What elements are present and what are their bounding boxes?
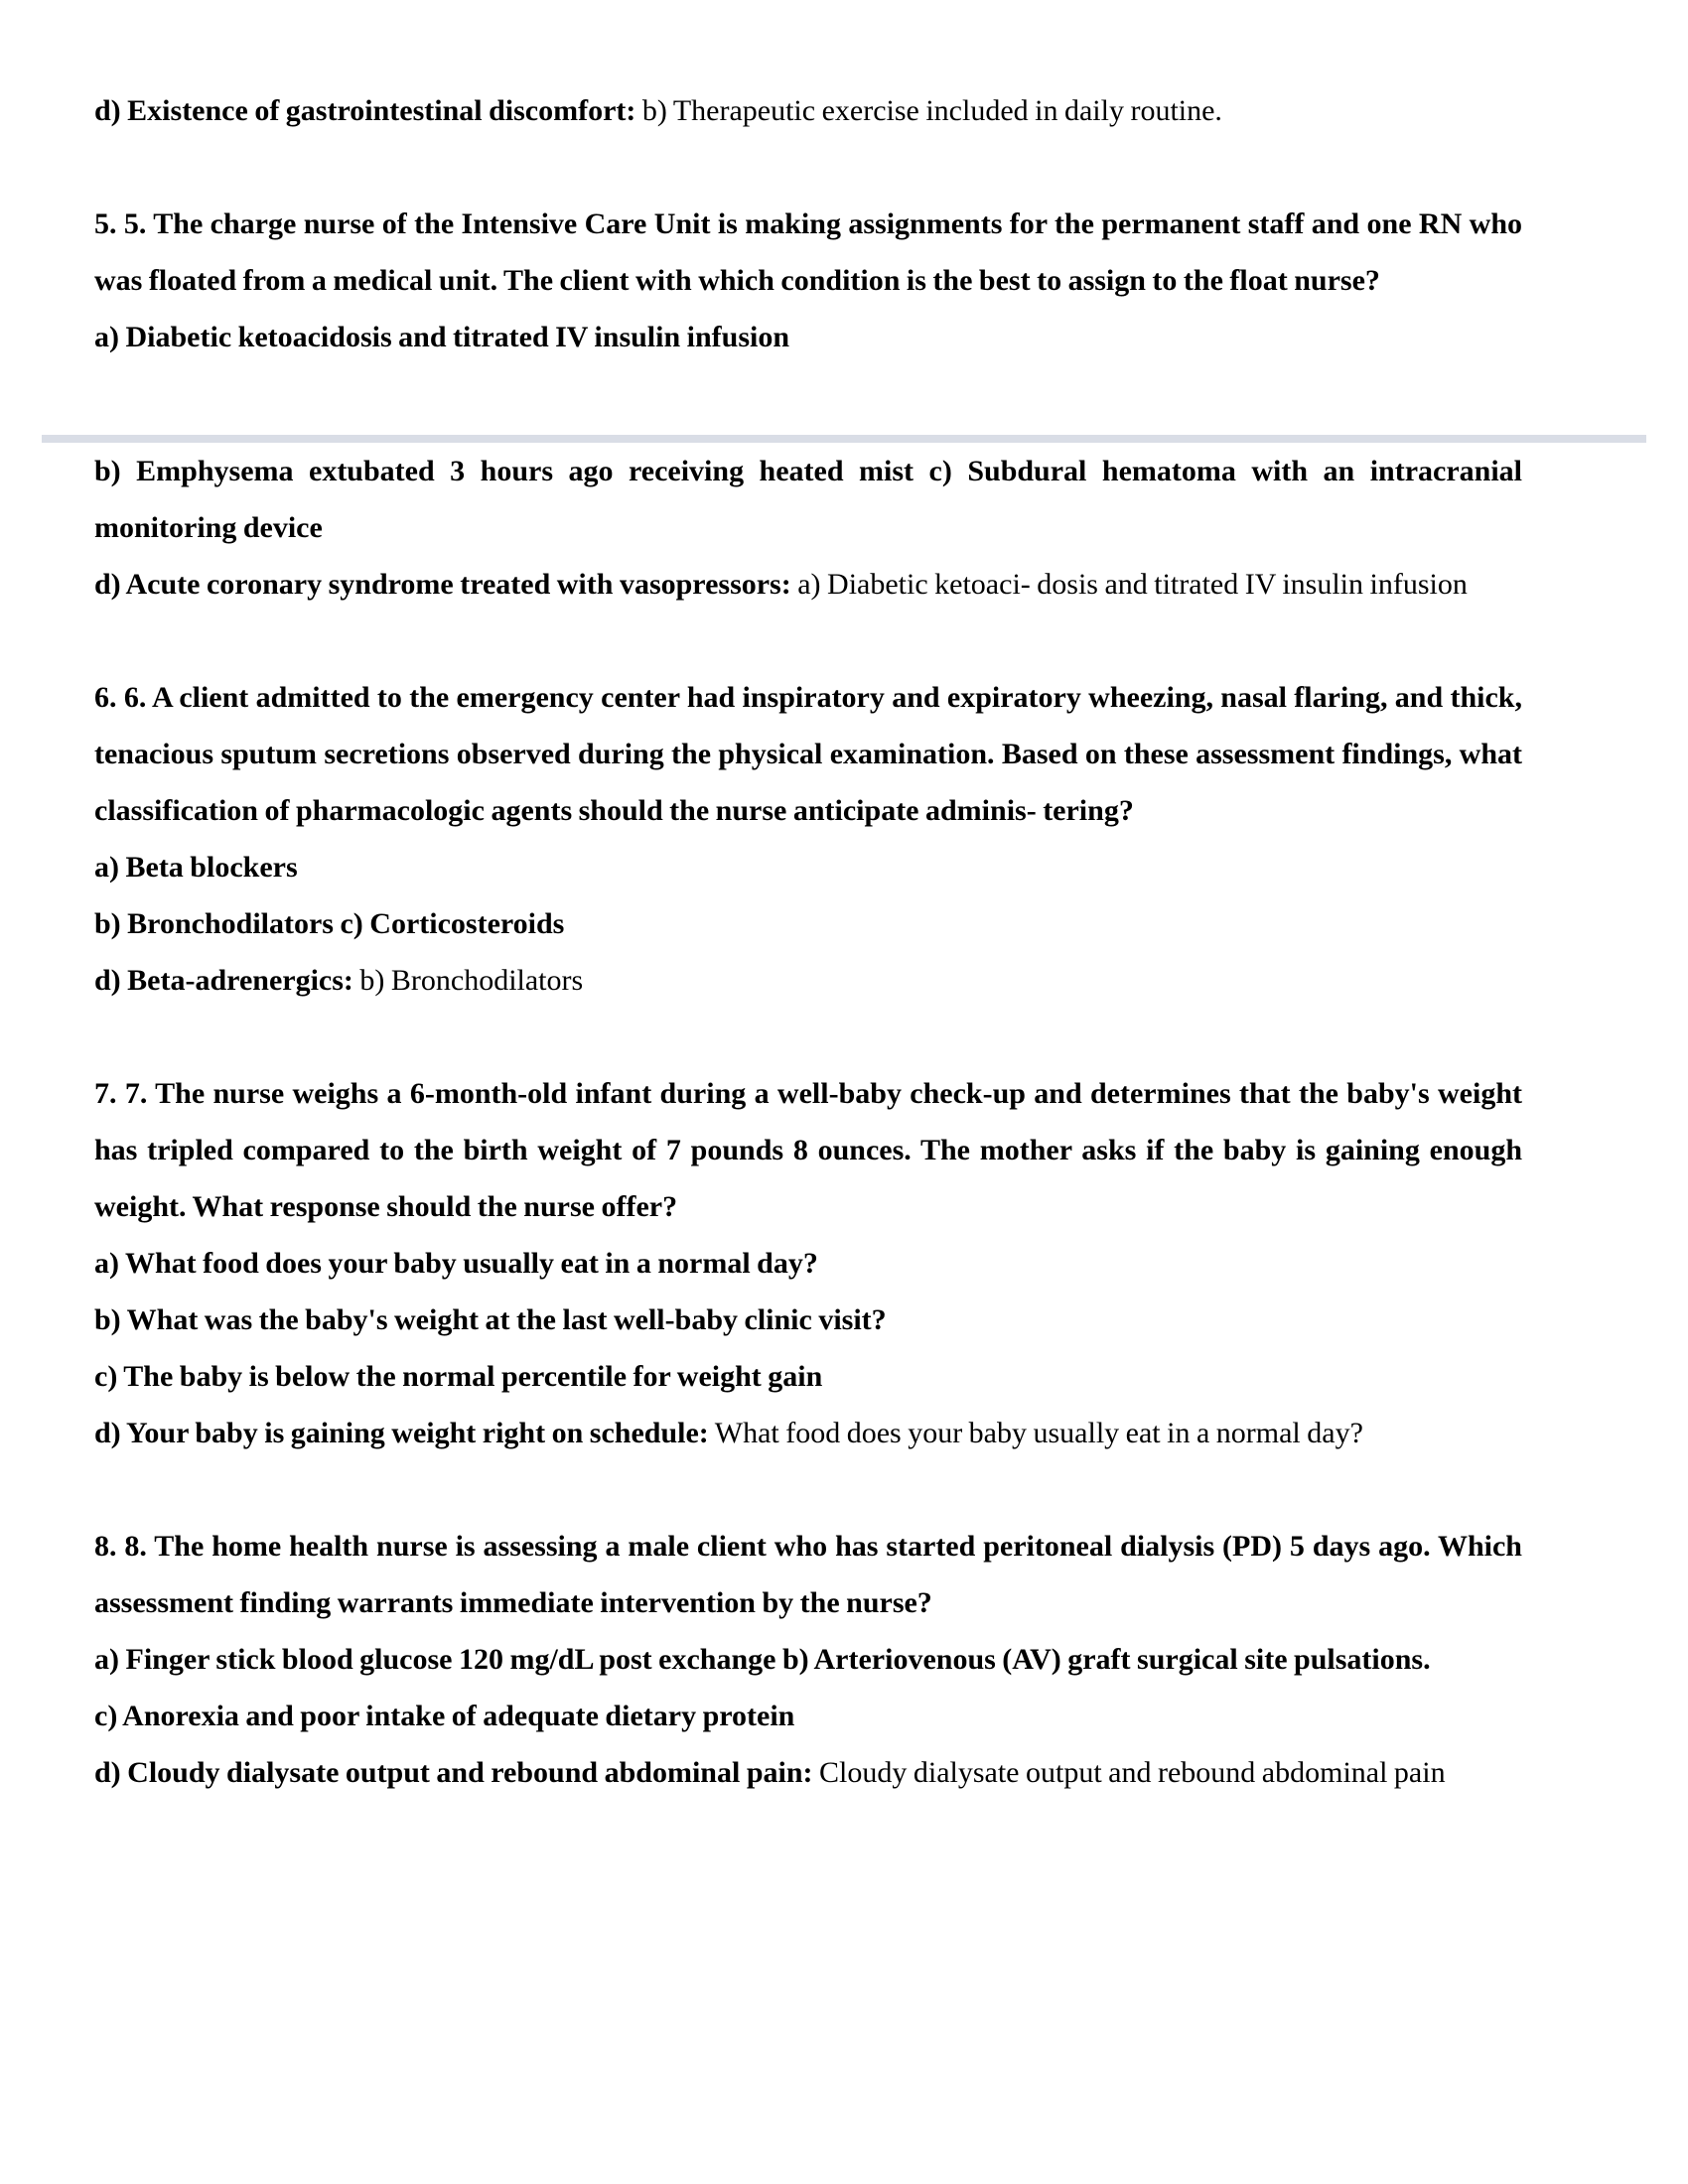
question-6-option-a <box>94 839 1522 895</box>
question-7-option-a-bold: a) What food does your baby usually eat in a normal day? <box>94 1247 818 1280</box>
question-8-block <box>94 1518 1522 1801</box>
question-8-option-a-bold: a) Finger stick blood glucose 120 mg/dL post exchange b) Arteriovenous (AV) graft surgical site pulsations. <box>94 1643 1431 1676</box>
question-6-option-d-answer: b) Bronchodilators <box>359 964 584 997</box>
question-5-option-d-bold: d) Acute coronary syndrome treated with vasopressors: <box>94 568 791 601</box>
question-8-stem: 8. 8. The home health nurse is assessing a male client who has started peritoneal dialysis (PD) 5 days ago. Which assessment finding warrants immediate intervention by the nurse? <box>94 1530 1522 1619</box>
page-break-divider <box>42 435 1646 443</box>
question-8-option-d <box>94 1744 1522 1801</box>
question-5-option-d <box>94 556 1522 613</box>
question-6-option-a-bold: a) Beta blockers <box>94 851 298 884</box>
question-7-option-c-bold: c) The baby is below the normal percentile for weight gain <box>94 1360 823 1393</box>
question-5-stem: 5. 5. The charge nurse of the Intensive Care Unit is making assignments for the permanent staff and one RN who was floated from a medical unit. The client with which condition is the best to assign to the float nurse? <box>94 207 1522 297</box>
question-8-option-d-answer: Cloudy dialysate output and rebound abdominal pain <box>819 1756 1446 1789</box>
continuation-answer-regular: b) Therapeutic exercise included in daily routine. <box>641 94 1222 127</box>
question-8-option-a <box>94 1631 1522 1688</box>
question-6-block <box>94 669 1522 1009</box>
question-7-option-c <box>94 1348 1522 1405</box>
question-6-option-d <box>94 952 1522 1009</box>
question-6-option-b-bold: b) Bronchodilators c) Corticosteroids <box>94 907 565 940</box>
continuation-answer-bold: d) Existence of gastrointestinal discomfort: <box>94 94 636 127</box>
question-6-option-d-bold: d) Beta-adrenergics: <box>94 964 353 997</box>
question-7-option-d <box>94 1405 1522 1461</box>
question-6-option-b <box>94 895 1522 952</box>
question-6-stem: 6. 6. A client admitted to the emergency center had inspiratory and expiratory wheezing, nasal flaring, and thick, tenacious sputum secretions observed during the physical examination. Based on these assessment findings, what classification of pharmacologic agents should the nurse anticipate adminis- tering? <box>94 681 1522 827</box>
question-7-option-d-answer: What food does your baby usually eat in a normal day? <box>714 1417 1363 1449</box>
question-7-block <box>94 1065 1522 1461</box>
question-7-option-d-bold: d) Your baby is gaining weight right on schedule: <box>94 1417 709 1449</box>
question-7-option-a <box>94 1235 1522 1292</box>
question-5-option-a-bold: a) Diabetic ketoacidosis and titrated IV insulin infusion <box>94 321 790 353</box>
question-7-option-b-bold: b) What was the baby's weight at the last well-baby clinic visit? <box>94 1303 887 1336</box>
question-5-option-b-bold: b) Emphysema extubated 3 hours ago receiving heated mist c) Subdural hematoma with an intracranial monitoring device <box>94 455 1522 544</box>
question-5-option-b <box>94 443 1522 556</box>
question-7-option-b <box>94 1292 1522 1348</box>
question-7-stem: 7. 7. The nurse weighs a 6-month-old infant during a well-baby check-up and determines that the baby's weight has tripled compared to the birth weight of 7 pounds 8 ounces. The mother asks if the baby is gaining enough weight. What response should the nurse offer? <box>94 1077 1522 1223</box>
question-5-option-a <box>94 309 1522 365</box>
question-8-option-d-bold: d) Cloudy dialysate output and rebound abdominal pain: <box>94 1756 813 1789</box>
question-5-option-d-answer: a) Diabetic ketoaci- dosis and titrated IV insulin infusion <box>797 568 1468 601</box>
continuation-answer <box>94 82 1522 139</box>
question-5-block <box>94 196 1522 613</box>
question-8-option-c-bold: c) Anorexia and poor intake of adequate dietary protein <box>94 1700 795 1732</box>
question-8-option-c <box>94 1688 1522 1744</box>
